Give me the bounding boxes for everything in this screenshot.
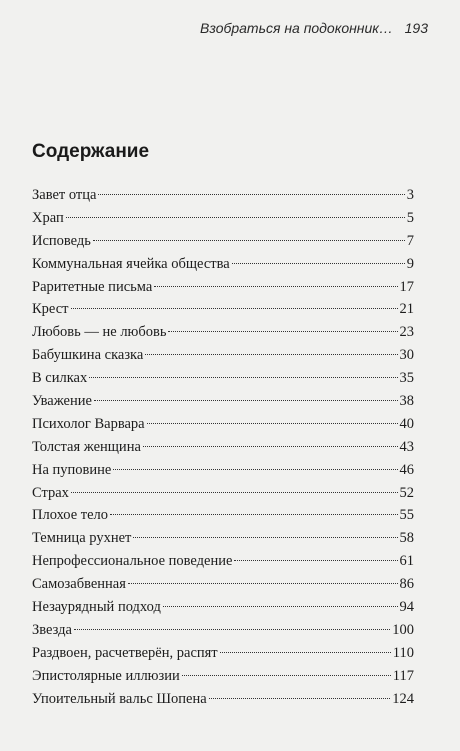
toc-entry: [32, 390, 414, 413]
toc-dot-leader: [66, 217, 405, 218]
toc-entry-title: Самозабвенная: [32, 576, 126, 593]
toc-entry-page: 43: [399, 438, 414, 455]
toc-entry-page: 86: [399, 576, 414, 593]
toc-entry-page: 46: [399, 461, 414, 478]
toc-entry-title: Уважение: [32, 393, 92, 410]
toc-entry-title: В силках: [32, 370, 88, 387]
toc-dot-leader: [89, 377, 397, 378]
toc-entry-title: Раритетные письма: [32, 278, 153, 295]
toc-entry-title: Любовь — не любовь: [32, 324, 167, 341]
toc-entry-title: Исповедь: [32, 232, 91, 249]
page-number: 193: [404, 20, 428, 36]
toc-dot-leader: [94, 400, 398, 401]
toc-entry-page: 35: [399, 370, 414, 387]
toc-entry-page: 40: [399, 415, 414, 432]
toc-entry-title: Раздвоен, расчетверён, распят: [32, 644, 218, 661]
toc-dot-leader: [74, 629, 390, 630]
toc-entry-page: 100: [392, 621, 414, 638]
toc-entry: [32, 253, 414, 276]
toc-dot-leader: [154, 286, 397, 287]
toc-dot-leader: [71, 308, 398, 309]
toc-dot-leader: [128, 583, 398, 584]
toc-entry: [32, 230, 414, 253]
toc-entry: [32, 573, 414, 596]
toc-entry-title: На пуповине: [32, 461, 112, 478]
toc-entry: [32, 504, 414, 527]
toc-entry-title: Плохое тело: [32, 507, 109, 524]
toc-entry: [32, 436, 414, 459]
toc-entry: [32, 367, 414, 390]
toc-entry-page: 3: [406, 187, 414, 203]
toc-entry-title: Коммунальная ячейка общества: [32, 255, 230, 272]
toc-entry: [32, 550, 414, 573]
toc-entry-page: 5: [406, 209, 414, 226]
toc-heading: Содержание: [32, 141, 150, 162]
toc-entry-title: Незаурядный подход: [32, 599, 161, 616]
toc-entry: [32, 527, 414, 550]
toc-entry-page: 9: [406, 255, 414, 272]
toc-dot-leader: [232, 263, 405, 264]
toc-entry: [32, 665, 414, 688]
toc-dot-leader: [110, 514, 397, 515]
toc-entry-title: Психолог Варвара: [32, 415, 145, 432]
toc-entry: [32, 321, 414, 344]
toc-dot-leader: [113, 469, 397, 470]
toc-entry-page: 52: [399, 484, 414, 501]
toc-entry-title: Толстая женщина: [32, 438, 141, 455]
toc-entry-title: Темница рухнет: [32, 530, 132, 547]
toc-entry: [32, 619, 414, 642]
toc-dot-leader: [234, 560, 397, 561]
toc-entry: [32, 642, 414, 665]
toc-entry-page: 30: [399, 347, 414, 364]
toc-entry-page: 7: [406, 232, 414, 249]
toc-dot-leader: [182, 675, 391, 676]
toc-entry-page: 38: [399, 393, 414, 410]
toc-entry-title: Упоительный вальс Шопена: [32, 690, 207, 707]
toc-entry: [32, 688, 414, 711]
toc-entry-page: 110: [392, 644, 414, 661]
toc-entry-title: Эпистолярные иллюзии: [32, 667, 180, 684]
toc-entry: [32, 344, 414, 367]
toc-dot-leader: [143, 446, 398, 447]
toc-entry: [32, 207, 414, 230]
toc-dot-leader: [163, 606, 398, 607]
toc-entry: [32, 413, 414, 436]
toc-entry-page: 23: [399, 324, 414, 341]
toc-entry-title: Завет отца: [32, 187, 97, 203]
toc-dot-leader: [147, 423, 398, 424]
toc-entry-page: 21: [399, 301, 414, 318]
toc-entry: [32, 184, 414, 207]
toc-entry-page: 117: [392, 667, 414, 684]
toc-entry: [32, 276, 414, 299]
toc-dot-leader: [133, 537, 397, 538]
toc-entry-page: 58: [399, 530, 414, 547]
toc-dot-leader: [220, 652, 391, 653]
toc-entry-title: Храп: [32, 209, 64, 226]
running-head: [200, 20, 428, 36]
toc-dot-leader: [209, 698, 391, 699]
running-head-title: Взобраться на подоконник…: [200, 20, 393, 36]
toc-dot-leader: [93, 240, 405, 241]
toc-entry-page: 124: [392, 690, 414, 707]
toc-entry-page: 94: [399, 599, 414, 616]
toc-dot-leader: [98, 194, 404, 195]
toc-entry: [32, 459, 414, 482]
toc-entry-page: 61: [399, 553, 414, 570]
toc-entry-page: 17: [399, 278, 414, 295]
toc-entry-title: Звезда: [32, 621, 72, 638]
toc-list: [32, 184, 414, 710]
toc-entry-title: Бабушкина сказка: [32, 347, 144, 364]
toc-entry-page: 55: [399, 507, 414, 524]
toc-entry-title: Крест: [32, 301, 69, 318]
toc-entry: [32, 596, 414, 619]
toc-dot-leader: [71, 492, 398, 493]
toc-dot-leader: [168, 331, 397, 332]
toc-entry: [32, 298, 414, 321]
toc-entry: [32, 482, 414, 505]
toc-dot-leader: [145, 354, 397, 355]
toc-entry-title: Страх: [32, 484, 69, 501]
toc-entry-title: Непрофессиональное поведение: [32, 553, 233, 570]
